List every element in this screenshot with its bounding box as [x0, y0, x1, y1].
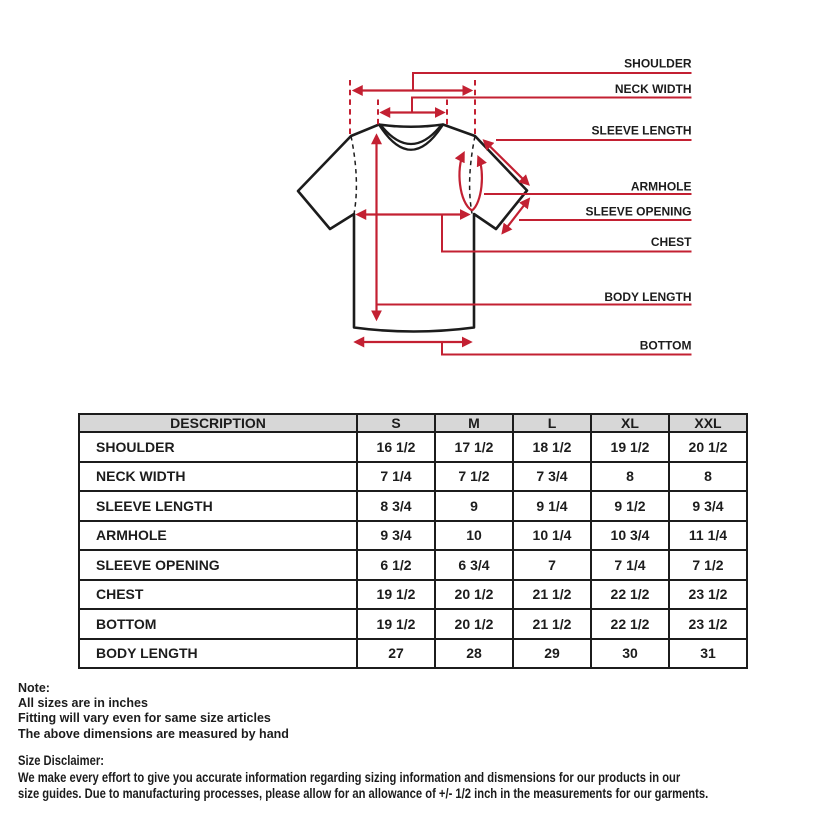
size-value-cell: 20 1/2: [669, 432, 747, 462]
size-header-cell: XL: [591, 414, 669, 432]
disclaimer-block: [18, 753, 708, 803]
size-table: [78, 413, 748, 669]
diagram-label-armhole: ARMHOLE: [630, 179, 692, 194]
size-value-cell: 21 1/2: [513, 580, 591, 610]
size-value-cell: 6 1/2: [357, 550, 435, 580]
row-label-cell: SLEEVE LENGTH: [79, 491, 357, 521]
size-value-cell: 29: [513, 639, 591, 669]
size-value-cell: 31: [669, 639, 747, 669]
neck-width-callout-line: [412, 98, 692, 113]
size-value-cell: 10: [435, 521, 513, 551]
size-value-cell: 11 1/4: [669, 521, 747, 551]
size-value-cell: 10 1/4: [513, 521, 591, 551]
size-value-cell: 7: [513, 550, 591, 580]
row-label-cell: NECK WIDTH: [79, 462, 357, 492]
size-table-header-row: [79, 414, 747, 432]
diagram-label-neck-width: NECK WIDTH: [614, 82, 692, 96]
size-table-row: [79, 491, 747, 521]
tshirt-measurement-diagram: [0, 0, 825, 410]
size-value-cell: 23 1/2: [669, 580, 747, 610]
diagram-label-chest: CHEST: [650, 235, 692, 249]
size-value-cell: 19 1/2: [357, 580, 435, 610]
size-value-cell: 9 1/4: [513, 491, 591, 521]
size-value-cell: 27: [357, 639, 435, 669]
row-label-cell: CHEST: [79, 580, 357, 610]
diagram-label-sleeve-length: SLEEVE LENGTH: [591, 123, 692, 138]
size-value-cell: 19 1/2: [591, 432, 669, 462]
disclaimer-line: We make every effort to give you accurate information regarding sizing information and dismensions for our products in our: [18, 769, 681, 785]
size-value-cell: 20 1/2: [435, 580, 513, 610]
size-value-cell: 7 1/2: [669, 550, 747, 580]
size-value-cell: 10 3/4: [591, 521, 669, 551]
size-value-cell: 21 1/2: [513, 609, 591, 639]
size-value-cell: 16 1/2: [357, 432, 435, 462]
diagram-label-sleeve-opening: SLEEVE OPENING: [585, 204, 692, 219]
size-header-cell: M: [435, 414, 513, 432]
diagram-label-bottom: BOTTOM: [639, 338, 692, 353]
size-header-cell: XXL: [669, 414, 747, 432]
size-value-cell: 8: [591, 462, 669, 492]
size-value-cell: 9 3/4: [357, 521, 435, 551]
size-value-cell: 23 1/2: [669, 609, 747, 639]
note-line: All sizes are in inches: [18, 696, 148, 711]
row-label-cell: ARMHOLE: [79, 521, 357, 551]
size-value-cell: 28: [435, 639, 513, 669]
size-table-row: [79, 550, 747, 580]
size-table-row: [79, 521, 747, 551]
size-value-cell: 22 1/2: [591, 580, 669, 610]
size-value-cell: 19 1/2: [357, 609, 435, 639]
size-value-cell: 8 3/4: [357, 491, 435, 521]
size-value-cell: 9 3/4: [669, 491, 747, 521]
size-table-row: [79, 639, 747, 669]
size-value-cell: 20 1/2: [435, 609, 513, 639]
size-value-cell: 7 1/4: [357, 462, 435, 492]
size-header-cell: S: [357, 414, 435, 432]
size-value-cell: 6 3/4: [435, 550, 513, 580]
size-value-cell: 9 1/2: [591, 491, 669, 521]
size-value-cell: 7 3/4: [513, 462, 591, 492]
tshirt-outline: [298, 125, 527, 332]
size-header-cell: L: [513, 414, 591, 432]
description-header-cell: DESCRIPTION: [79, 414, 357, 432]
note-title: Note:: [18, 681, 50, 695]
row-label-cell: SHOULDER: [79, 432, 357, 462]
diagram-label-shoulder: SHOULDER: [624, 56, 692, 71]
size-value-cell: 7 1/2: [435, 462, 513, 492]
size-value-cell: 17 1/2: [435, 432, 513, 462]
size-value-cell: 30: [591, 639, 669, 669]
disclaimer-title: Size Disclaimer:: [18, 753, 104, 768]
row-label-cell: BOTTOM: [79, 609, 357, 639]
size-value-cell: 22 1/2: [591, 609, 669, 639]
size-value-cell: 18 1/2: [513, 432, 591, 462]
disclaimer-line: size guides. Due to manufacturing processes, please allow for an allowance of +/- 1/2 inch in the measurements for our garments.: [18, 786, 709, 801]
note-line: Fitting will vary even for same size articles: [18, 711, 271, 726]
row-label-cell: SLEEVE OPENING: [79, 550, 357, 580]
size-table-row: [79, 609, 747, 639]
row-label-cell: BODY LENGTH: [79, 639, 357, 669]
size-table-row: [79, 432, 747, 462]
note-block: [18, 681, 289, 742]
diagram-label-body-length: BODY LENGTH: [604, 290, 692, 304]
size-value-cell: 9: [435, 491, 513, 521]
size-table-row: [79, 580, 747, 610]
size-value-cell: 8: [669, 462, 747, 492]
note-line: The above dimensions are measured by hand: [18, 726, 289, 741]
size-value-cell: 7 1/4: [591, 550, 669, 580]
size-table-row: [79, 462, 747, 492]
